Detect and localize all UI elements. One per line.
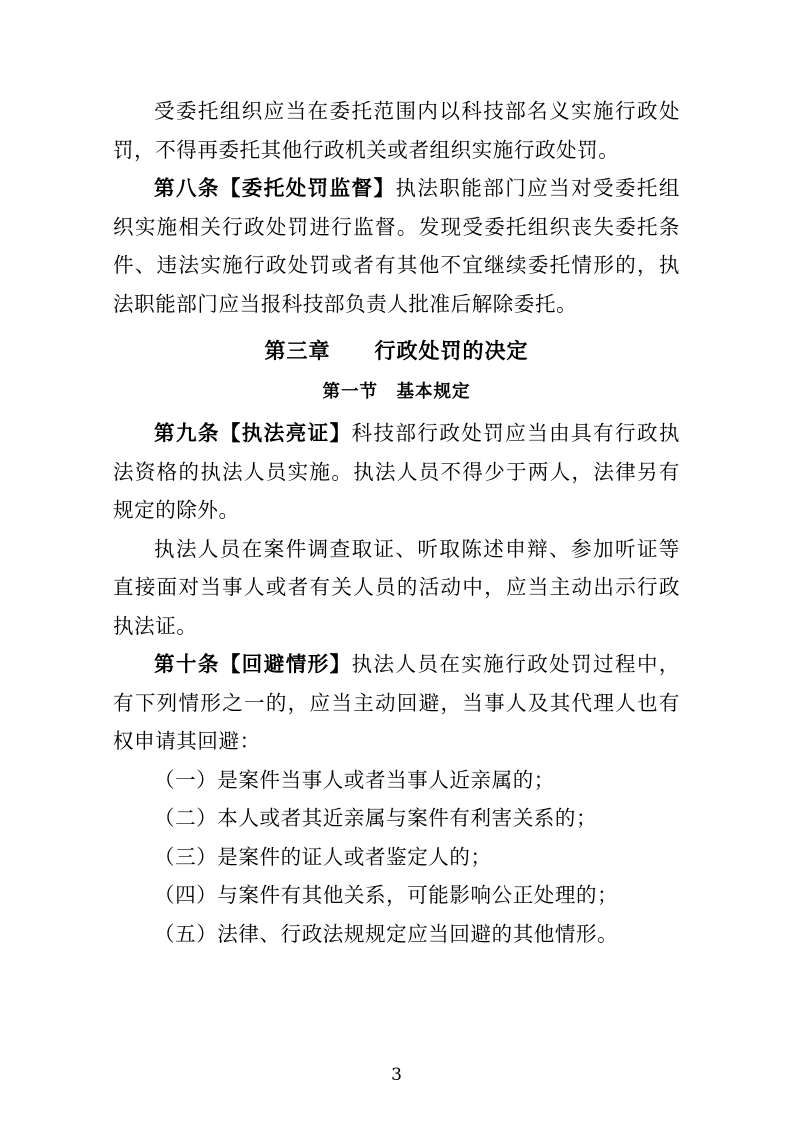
- article-nine-text: 科技部行政处罚应当由具有行政执法资格的执法人员实施。执法人员不得少于两人，法律另有规定的除外。: [113, 421, 681, 522]
- chapter-title: 第三章 行政处罚的决定: [264, 338, 529, 363]
- list-item: （四）与案件有其他关系，可能影响公正处理的；: [154, 883, 619, 907]
- article-ten-heading: 第十条【回避情形】: [154, 652, 352, 676]
- list-item: （三）是案件的证人或者鉴定人的；: [154, 844, 492, 869]
- page-number: 3: [391, 1065, 402, 1085]
- article-eight-text: 执法职能部门应当对受委托组织实施相关行政处罚进行监督。发现受委托组织丧失委托条件、违法实施行政处罚或者有其他不宜继续委托情形的，执法职能部门应当报科技部负责人批准后解除委托。: [113, 176, 680, 316]
- list-item: （二）本人或者其近亲属与案件有利害关系的；: [154, 806, 598, 830]
- document-body: [113, 92, 680, 953]
- paragraph-article-ten: [113, 645, 680, 761]
- article-nine-heading: 第九条【执法亮证】: [154, 421, 352, 445]
- paragraph-law-enforcement-activities: 执法人员在案件调查取证、听取陈述申辩、参加听证等直接面对当事人或者有关人员的活动中，应当主动出示行政执法证。: [113, 536, 680, 638]
- section-title: 第一节 基本规定: [322, 381, 471, 402]
- paragraph-article-eight: [113, 169, 680, 323]
- paragraph-entrusted-organization: 受委托组织应当在委托范围内以科技部名义实施行政处罚，不得再委托其他行政机关或者组织实施行政处罚。: [113, 99, 680, 162]
- list-item: （五）法律、行政法规规定应当回避的其他情形。: [154, 921, 619, 946]
- article-ten-text: 执法人员在实施行政处罚过程中，有下列情形之一的，应当主动回避，当事人及其代理人也有权申请其回避：: [113, 652, 681, 753]
- article-eight-heading: 第八条【委托处罚监督】: [154, 176, 396, 200]
- list-item: （一）是案件当事人或者当事人近亲属的；: [154, 767, 555, 792]
- paragraph-article-nine: [113, 414, 680, 530]
